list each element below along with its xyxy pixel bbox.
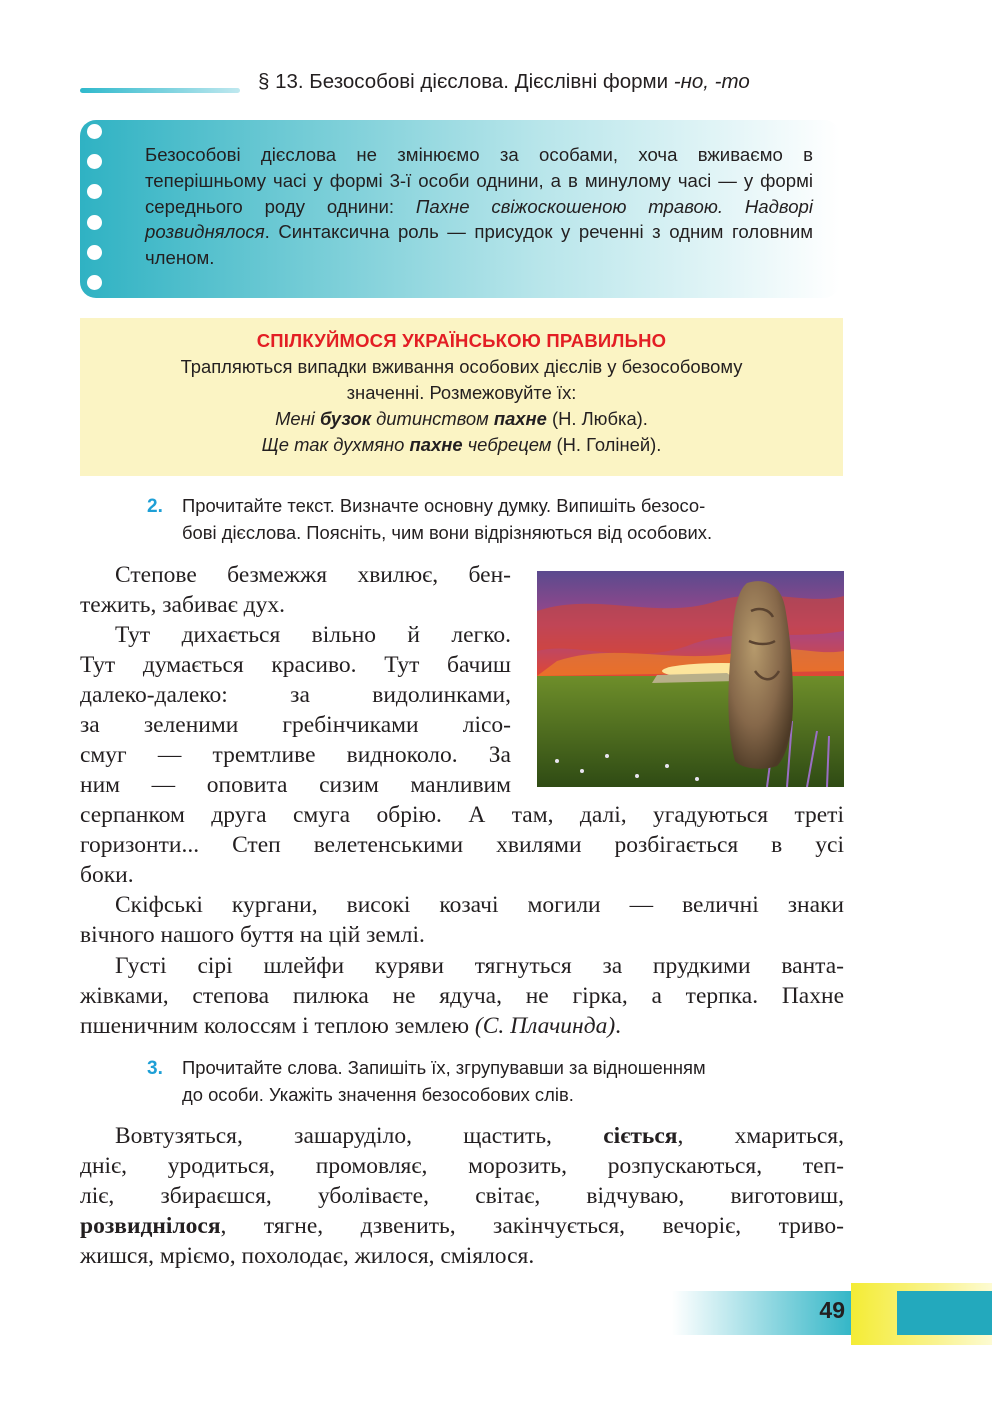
text-line: Тут думається красиво. Тут бачиш [80, 652, 511, 678]
words-line: ліє, збираєшся, уболіваєте, світає, відчуваю, виготовиш, [80, 1183, 844, 1209]
example-text: Мені [275, 408, 320, 429]
rule-line: Безособові дієслова не змінюємо за особами, хоча вживаємо [145, 144, 783, 165]
task-2-number: 2. [147, 496, 163, 517]
words-fragment: Вовтузяться, зашаруділо, щастить, [115, 1123, 604, 1149]
rule-line: в теперішньому часі у формі 3-ї особи однини, а в минулому [145, 144, 813, 191]
header-title-italic: -но, -то [673, 70, 750, 93]
rule-line: часі — у формі середнього роду однини: [145, 169, 813, 217]
text-line: Степове безмежжя хвилює, бен- [115, 562, 511, 588]
text-line: Скіфські кургани, високі козачі могили — величні знаки [115, 892, 844, 918]
example-author: (Н. Любка). [546, 408, 648, 429]
header-title: § 13. Безособові дієслова. Дієслівні форми [258, 70, 674, 93]
text-line: за зеленими гребінчиками лісо- [80, 712, 511, 738]
page-number: 49 [819, 1297, 845, 1323]
text-line: далеко-далеко: за видолинками, [80, 682, 511, 708]
example-bold: пахне [493, 408, 547, 429]
text-line: смуг — тремтливе видноколо. За [80, 742, 511, 768]
words-line: жишся, мріємо, похолодає, жилося, сміялося. [80, 1243, 535, 1269]
example-bold: бузок [319, 408, 372, 429]
task-2-text [182, 493, 712, 546]
words-bold: розвиднілося [80, 1213, 221, 1239]
words-bold: сіється [603, 1123, 678, 1149]
rule-line: . Синтаксична роль — присудок [264, 221, 553, 243]
example-author: (Н. Голіней). [556, 434, 662, 455]
text-fragment: . [615, 1013, 622, 1039]
ring-dot [87, 245, 102, 260]
ring-dot [87, 275, 102, 290]
box-text-line: Трапляються випадки вживання особових дієслів у безособовому [180, 356, 743, 377]
rule-text [145, 142, 813, 271]
words-line: дніє, уродиться, промовляє, морозить, розпускаються, теп- [80, 1153, 844, 1179]
notebook-rings [87, 124, 102, 305]
box-example-1 [80, 408, 843, 430]
text-line: Тут дихається вільно й легко. [115, 622, 511, 648]
ring-dot [87, 124, 102, 139]
speak-correctly-box [80, 318, 843, 476]
ring-dot [87, 184, 102, 199]
footer-teal-block [897, 1291, 992, 1335]
task-line: бові дієслова. Поясніть, чим вони відрізняються від особових. [182, 521, 713, 543]
page-header [258, 70, 848, 94]
words-fragment: , тягне, дзвенить, закінчується, вечоріє, триво- [220, 1213, 844, 1239]
text-line: жівками, степова пилюка не ядуча, не гірка, а терпка. Пахне [80, 983, 844, 1009]
task-line: Прочитайте текст. Визначте основну думку. Випишіть безосо- [182, 495, 706, 516]
task-line: Прочитайте слова. Запишіть їх, згрупувавши за відношенням [182, 1057, 706, 1078]
text-line-last [80, 1011, 844, 1041]
box-example-2 [80, 434, 843, 456]
ring-dot [87, 154, 102, 169]
text-line: тежить, забиває дух. [80, 592, 286, 618]
example-text: чебрецем [462, 434, 557, 455]
words-line [80, 1121, 844, 1151]
example-bold: пахне [409, 434, 463, 455]
rule-line: у реченні з одним головним членом. [145, 221, 813, 269]
text-line: горизонти... Степ велетенськими хвилями розбігається в усі [80, 832, 844, 858]
words-fragment: , хмариться, [677, 1123, 844, 1149]
steppe-stone-idol-photo [537, 571, 844, 787]
text-fragment: пшеничним колоссям і теплою землею [80, 1013, 475, 1039]
ring-dot [87, 215, 102, 230]
box-title: СПІЛКУЙМОСЯ УКРАЇНСЬКОЮ ПРАВИЛЬНО [256, 330, 667, 351]
example-text: Ще так духмяно [261, 434, 410, 455]
header-accent-line [80, 88, 240, 93]
author-signature: (С. Плачинда) [474, 1013, 616, 1039]
task-3-text [182, 1055, 706, 1108]
text-line: Густі сірі шлейфи куряви тягнуться за прудкими ванта- [115, 953, 844, 979]
text-line: боки. [80, 862, 134, 888]
example-text: дитинством [371, 408, 494, 429]
rule-example: Пахне свіжоскошеною [415, 195, 627, 217]
task-line: до особи. Укажіть значення безособових слів. [182, 1083, 574, 1105]
rule-example: травою. Надворі розвиднялося [145, 195, 814, 243]
words-line [80, 1211, 844, 1241]
box-text-line: значенні. Розмежовуйте їх: [346, 382, 577, 403]
text-line: ним — оповита сизим манливим [80, 772, 511, 798]
text-line: вічного нашого буття на цій землі. [80, 922, 425, 948]
task-3-number: 3. [147, 1058, 163, 1079]
text-line: серпанком друга смуга обрію. А там, далі, угадуються треті [80, 802, 844, 828]
